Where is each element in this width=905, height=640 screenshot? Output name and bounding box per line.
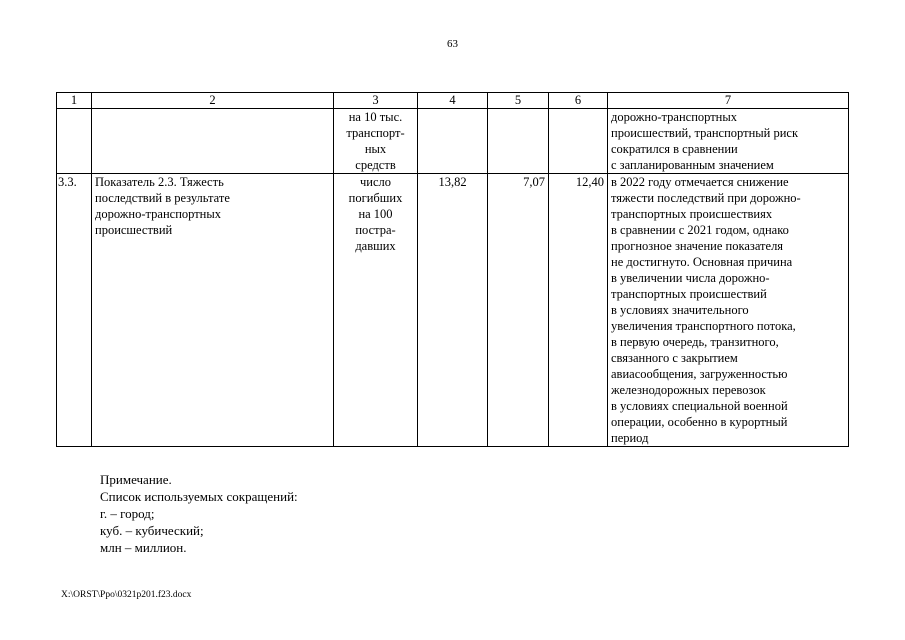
value-cell: 7,07 xyxy=(488,174,549,447)
abbreviations-heading: Список используемых сокращений: xyxy=(100,489,298,504)
note-section xyxy=(100,471,298,556)
table-row xyxy=(57,174,849,447)
data-table xyxy=(56,92,849,447)
table-header-row xyxy=(57,93,849,109)
value-cell xyxy=(549,109,608,174)
indicator-name-cell xyxy=(92,109,334,174)
header-cell: 5 xyxy=(488,93,549,109)
header-cell: 2 xyxy=(92,93,334,109)
value-cell xyxy=(488,109,549,174)
table-row xyxy=(57,109,849,174)
header-cell: 7 xyxy=(608,93,849,109)
file-path-footer: X:\ORST\Ppo\0321p201.f23.docx xyxy=(61,590,192,600)
abbreviation-item: г. – город; xyxy=(100,506,155,521)
header-cell: 1 xyxy=(57,93,92,109)
value-cell: 12,40 xyxy=(549,174,608,447)
comment-cell: в 2022 году отмечается снижение тяжести последствий при дорожно- транспортных происшествиях в сравнении с 2021 годом, однако прогнозное значение показателя не достигнуто. Основная причина в увеличении числа дорожно- транспортных происшествий в условиях значительного увеличения транспортного потока, в первую очередь, транзитного, связанного с закрытием авиасообщения, загруженностью железнодорожных перевозок в условиях специальной военной операции, особенно в курортный период xyxy=(608,174,849,447)
abbreviation-item: млн – миллион. xyxy=(100,540,187,555)
header-cell: 4 xyxy=(418,93,488,109)
comment-cell: дорожно-транспортных происшествий, транспортный риск сократился в сравнении с запланированным значением xyxy=(608,109,849,174)
note-title: Примечание. xyxy=(100,472,172,487)
page-number: 63 xyxy=(447,38,458,50)
value-cell xyxy=(418,109,488,174)
value-cell: 13,82 xyxy=(418,174,488,447)
unit-cell: на 10 тыс. транспорт- ных средств xyxy=(334,109,418,174)
abbreviation-item: куб. – кубический; xyxy=(100,523,204,538)
header-cell: 3 xyxy=(334,93,418,109)
unit-cell: число погибших на 100 постра- давших xyxy=(334,174,418,447)
row-number-cell: 3.3. xyxy=(57,174,92,447)
header-cell: 6 xyxy=(549,93,608,109)
row-number-cell xyxy=(57,109,92,174)
indicator-name-cell: Показатель 2.3. Тяжесть последствий в результате дорожно-транспортных происшествий xyxy=(92,174,334,447)
